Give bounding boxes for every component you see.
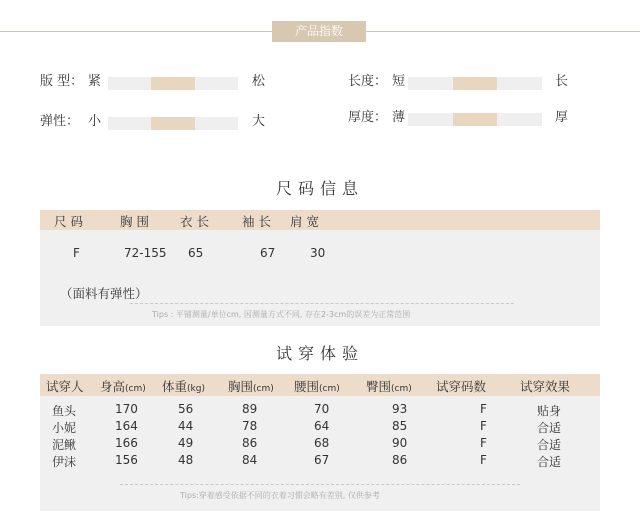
try-on-cell: 86 — [242, 436, 258, 450]
fabric-elastic-note: （面料有弹性） — [60, 286, 148, 301]
try-on-cell: 56 — [178, 402, 194, 416]
try-on-title: 试穿体验 — [275, 344, 364, 363]
tester-name: 小妮 — [52, 421, 77, 435]
try-on-cell: 合适 — [537, 438, 562, 452]
size-cell: 30 — [310, 246, 326, 260]
indicator-track — [108, 77, 238, 90]
size-cell: 65 — [188, 246, 204, 260]
size-header-cell: 肩 宽 — [290, 214, 319, 229]
indicator-track — [408, 77, 542, 90]
try-on-cell: 贴身 — [537, 404, 562, 418]
indicator-fill — [453, 77, 497, 90]
try-on-cell: 合适 — [537, 421, 562, 435]
try-on-cell: 49 — [178, 436, 194, 450]
try-on-cell: 85 — [392, 419, 408, 433]
size-info-panel — [40, 210, 600, 326]
size-header-cell: 胸 围 — [120, 214, 149, 229]
try-on-cell: 67 — [314, 453, 330, 467]
try-on-cell: 156 — [115, 453, 138, 467]
indicator-low: 小 — [88, 114, 102, 129]
try-on-cell: 93 — [392, 402, 408, 416]
dashed-divider — [120, 484, 520, 485]
try-on-header-cell: 试穿人 — [46, 379, 84, 394]
try-on-cell: 166 — [115, 436, 138, 450]
try-on-header-cell: 腰围(cm) — [294, 379, 340, 394]
indicator-low: 紧 — [88, 74, 102, 89]
indicator-label: 长度： — [348, 74, 388, 89]
try-on-header-cell: 试穿效果 — [520, 379, 571, 394]
try-on-cell: 44 — [178, 419, 194, 433]
try-on-cell: 170 — [115, 402, 138, 416]
product-index-badge: 产品指数 — [272, 21, 366, 42]
indicator-track — [108, 117, 238, 130]
indicator-high: 厚 — [555, 110, 569, 125]
try-on-cell: F — [480, 419, 487, 433]
try-on-cell: 89 — [242, 402, 258, 416]
try-on-cell: F — [480, 402, 487, 416]
indicator-label: 弹性： — [40, 114, 80, 129]
size-info-title: 尺码信息 — [275, 179, 364, 198]
try-on-header-cell: 身高(cm) — [100, 379, 146, 394]
indicator-fill — [453, 113, 497, 126]
dashed-divider — [130, 303, 514, 304]
try-on-cell: 合适 — [537, 455, 562, 469]
try-on-panel — [40, 374, 600, 511]
size-cell: F — [73, 246, 80, 260]
try-on-tips: Tips:穿着感受依据不同的衣着习惯会略有差别, 仅供参考 — [180, 491, 380, 500]
try-on-cell: 78 — [242, 419, 258, 433]
tester-name: 伊沫 — [52, 455, 77, 469]
try-on-cell: 64 — [314, 419, 330, 433]
indicator-label: 厚度： — [348, 110, 388, 125]
try-on-cell: 68 — [314, 436, 330, 450]
indicator-low: 薄 — [392, 110, 406, 125]
try-on-cell: F — [480, 453, 487, 467]
try-on-cell: 164 — [115, 419, 138, 433]
indicator-fill — [151, 117, 195, 130]
indicator-high: 松 — [252, 74, 266, 89]
try-on-header-cell: 胸围(cm) — [228, 379, 274, 394]
indicator-high: 长 — [555, 74, 569, 89]
size-header-cell: 尺 码 — [54, 214, 83, 229]
indicator-track — [408, 113, 542, 126]
size-cell: 72-155 — [124, 246, 167, 260]
try-on-cell: 70 — [314, 402, 330, 416]
try-on-header-cell: 臀围(cm) — [366, 379, 412, 394]
indicator-high: 大 — [252, 114, 266, 129]
try-on-header-cell: 体重(kg) — [162, 379, 205, 394]
size-cell: 67 — [260, 246, 276, 260]
size-tips: Tips : 平铺测量/单位cm, 因测量方式不同, 存在2-3cm的误差为正常范围 — [152, 310, 411, 319]
try-on-cell: 48 — [178, 453, 194, 467]
size-header-cell: 衣 长 — [180, 214, 209, 229]
try-on-cell: 90 — [392, 436, 408, 450]
indicator-label: 版 型： — [40, 74, 84, 89]
try-on-header-cell: 试穿码数 — [436, 379, 487, 394]
tester-name: 鱼头 — [52, 404, 77, 418]
try-on-cell: F — [480, 436, 487, 450]
indicator-fill — [151, 77, 195, 90]
try-on-cell: 84 — [242, 453, 258, 467]
try-on-cell: 86 — [392, 453, 408, 467]
indicator-low: 短 — [392, 74, 406, 89]
size-header-cell: 袖 长 — [242, 214, 271, 229]
tester-name: 泥鳅 — [52, 438, 77, 452]
